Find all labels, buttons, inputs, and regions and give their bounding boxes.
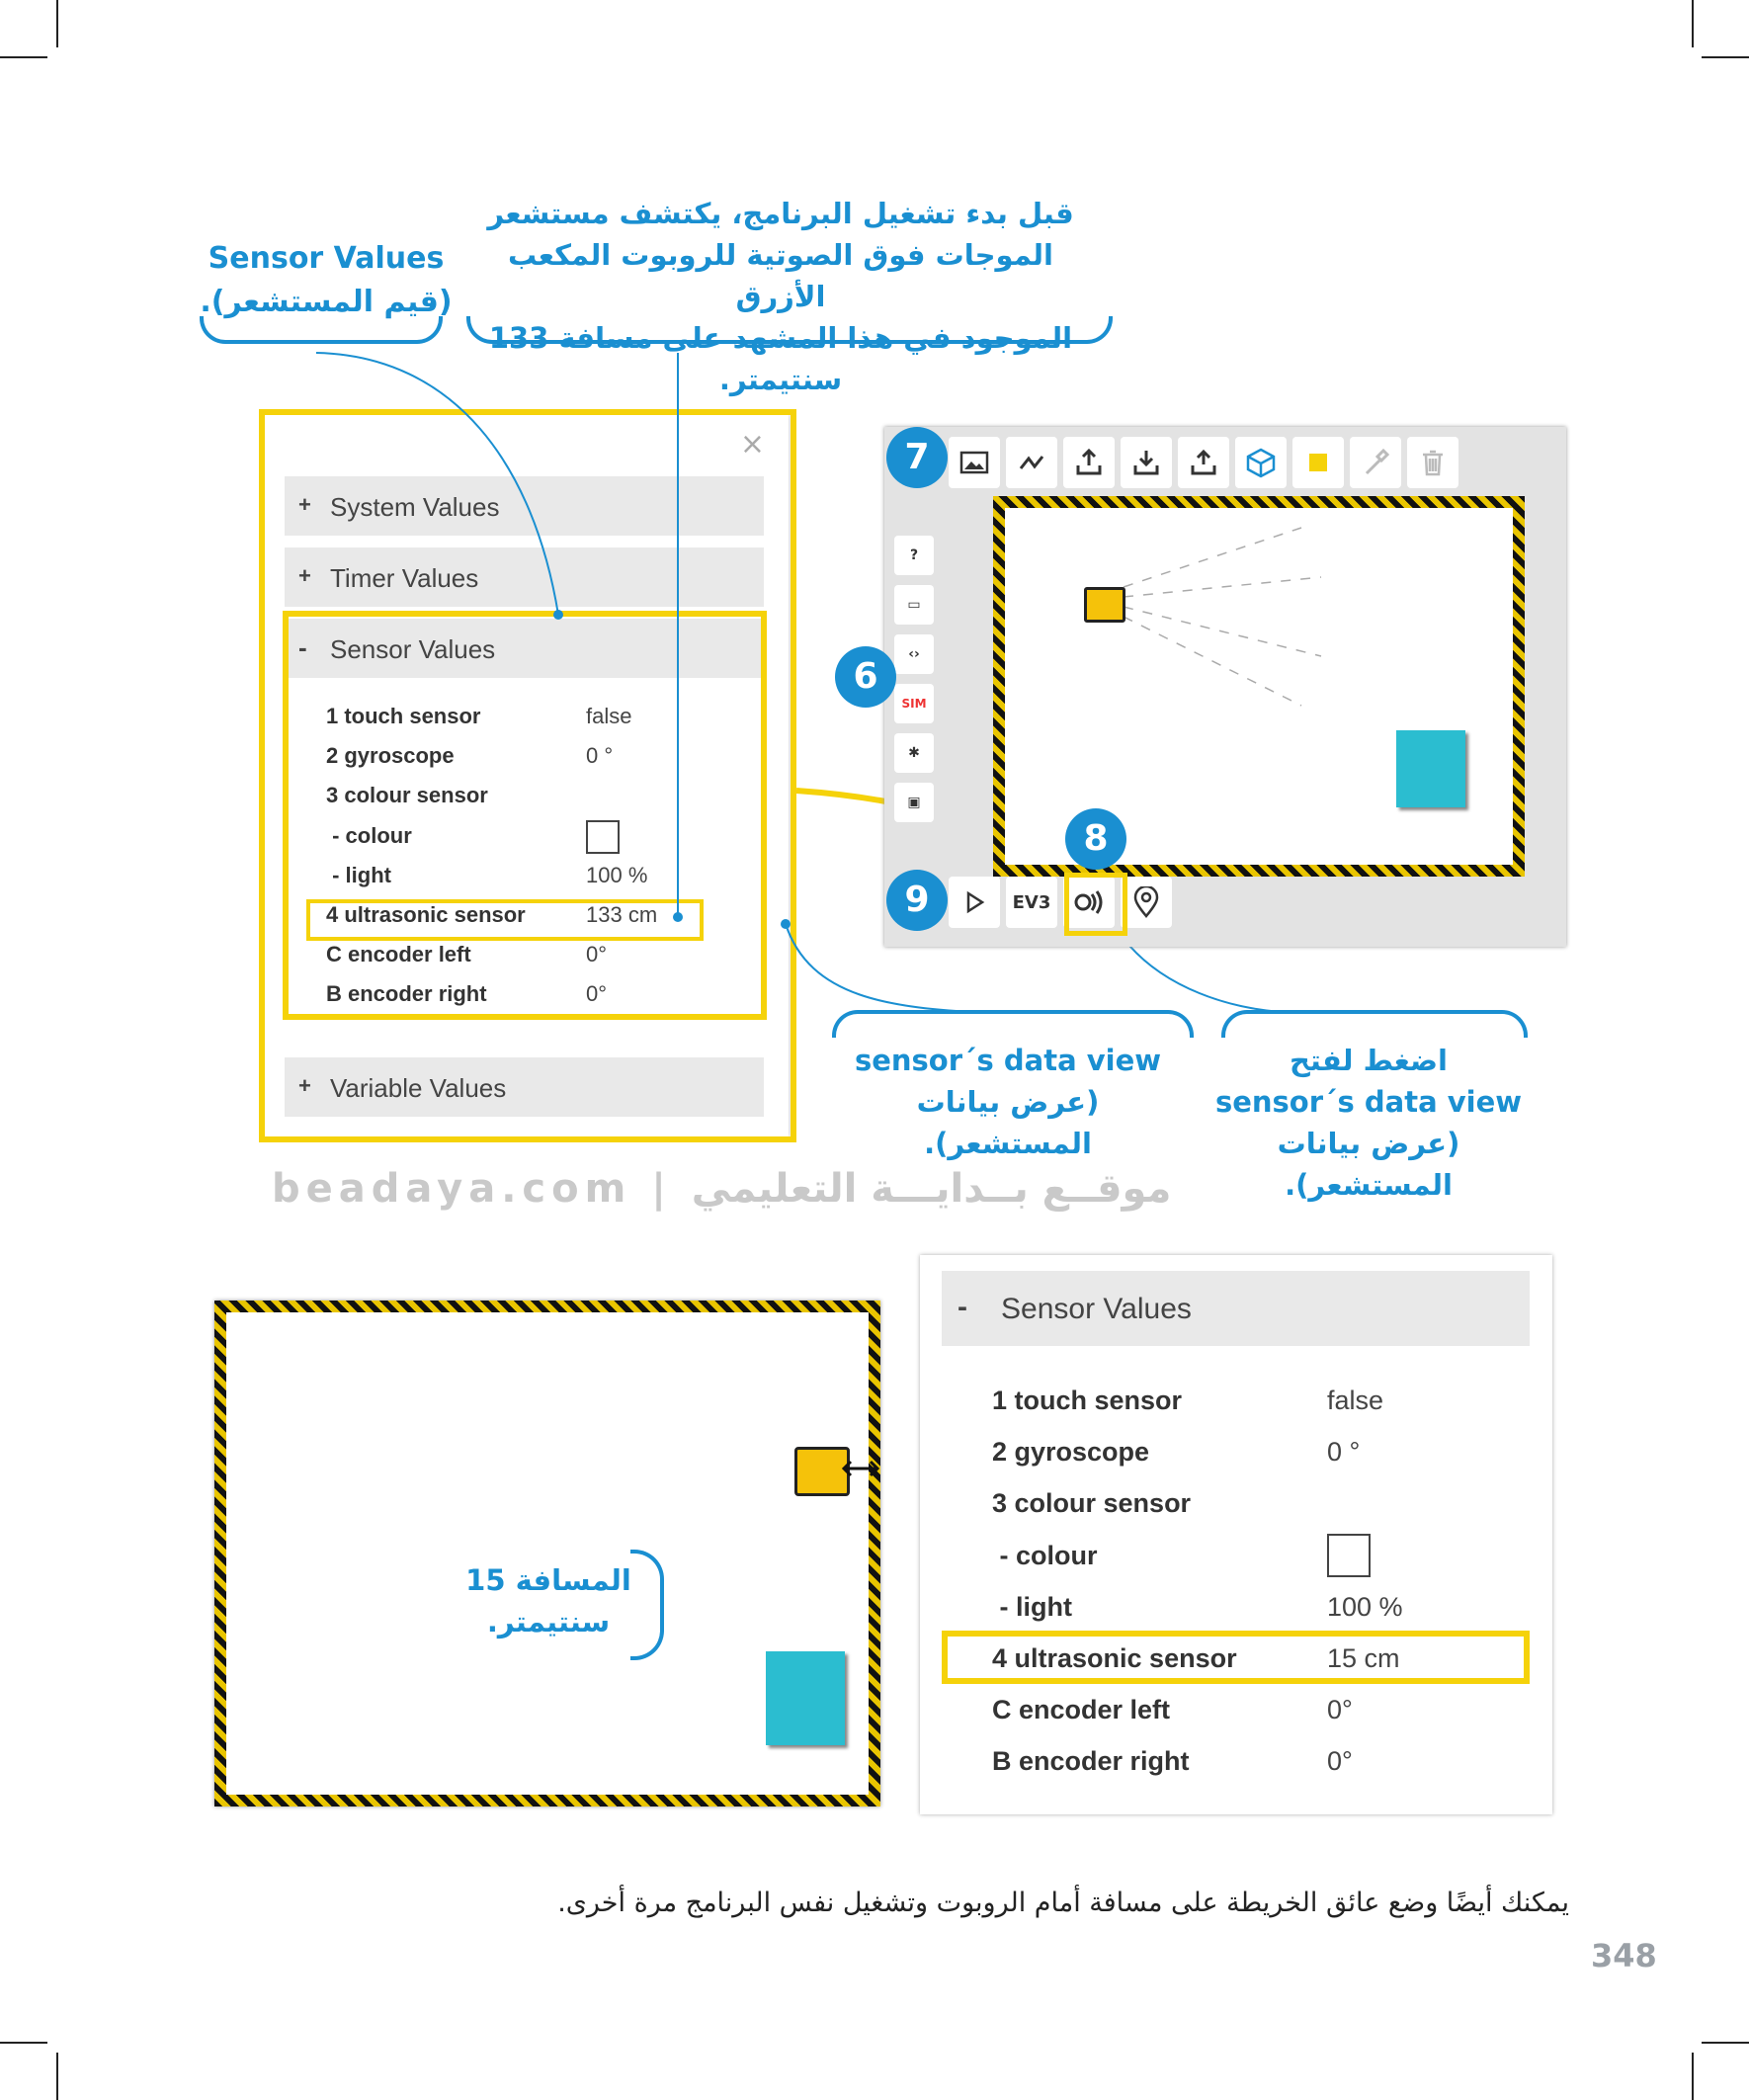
press-data-view-en: sensor´s data view	[1214, 1085, 1523, 1120]
sensor-button-highlight	[1064, 873, 1127, 936]
row-value: 133 cm	[586, 902, 658, 927]
row-label: - light	[992, 1592, 1072, 1622]
ultrasonic-highlight	[942, 1631, 1530, 1684]
upload-icon[interactable]	[1178, 437, 1229, 488]
row-value: 100 %	[586, 863, 648, 887]
row-label: 1 touch sensor	[992, 1386, 1183, 1415]
row-value: 0°	[586, 942, 608, 966]
callout-brace	[630, 1550, 664, 1660]
row-label: B encoder right	[992, 1746, 1190, 1776]
row-value: false	[1327, 1386, 1384, 1415]
badge-9: 9	[886, 870, 948, 931]
minus-icon: -	[298, 632, 307, 662]
plus-icon: +	[298, 492, 311, 517]
comment-icon[interactable]: ▭	[894, 585, 934, 625]
row-label: 4 ultrasonic sensor	[992, 1643, 1237, 1673]
toolbar	[949, 437, 1551, 488]
export-icon[interactable]	[1063, 437, 1115, 488]
row-label: C encoder left	[326, 942, 471, 966]
sim-icon[interactable]: SIM	[894, 684, 934, 723]
row-value: 100 %	[1327, 1592, 1403, 1622]
row-value: false	[586, 704, 632, 728]
code-icon[interactable]: ‹›	[894, 634, 934, 674]
robot-icon	[1084, 587, 1125, 623]
colour-swatch	[1327, 1534, 1371, 1577]
row-value: 0°	[1327, 1746, 1353, 1776]
data-view-en: sensor´s data view	[854, 1044, 1162, 1077]
distance-line1: المسافة 15	[465, 1563, 631, 1597]
data-view-callout	[830, 1040, 1186, 1164]
footer-paragraph: يمكنك أيضًا وضع عائق الخريطة على مسافة أمام الروبوت وتشغيل نفس البرنامج مرة أخرى.	[557, 1888, 1569, 1918]
row-label: 2 gyroscope	[326, 743, 455, 768]
watermark: beadaya.com | موقــع بــدايـــة التعليمي	[272, 1166, 1172, 1212]
row-value: 0 °	[586, 743, 614, 768]
badge-7: 7	[886, 427, 948, 488]
row-label: - colour	[992, 1541, 1098, 1570]
row-label: - colour	[326, 823, 412, 848]
yellow-square-icon[interactable]	[1292, 437, 1344, 488]
callout-brace	[1221, 1010, 1528, 1038]
accordion-sensor-values[interactable]	[942, 1271, 1530, 1346]
question-icon[interactable]: ?	[894, 536, 934, 575]
cube-icon[interactable]	[1235, 437, 1287, 488]
row-value: 15 cm	[1327, 1643, 1400, 1673]
plus-icon: +	[298, 1073, 311, 1098]
bug-icon[interactable]: ✱	[894, 733, 934, 773]
distance-arrow-icon	[841, 1459, 880, 1478]
before-run-line2: الموجات فوق الصوتية للروبوت المكعب الأزرق	[508, 238, 1053, 314]
row-label: 1 touch sensor	[326, 704, 481, 728]
image-icon[interactable]	[949, 437, 1000, 488]
camera-icon[interactable]: ▣	[894, 783, 934, 822]
distance-line2: سنتيمتر.	[486, 1605, 611, 1639]
row-label: C encoder left	[992, 1695, 1171, 1724]
play-icon[interactable]	[949, 877, 1000, 928]
simulation-window	[884, 427, 1566, 947]
badge-6: 6	[835, 646, 896, 708]
close-icon[interactable]: ×	[739, 427, 765, 462]
obstacle-cube	[766, 1651, 845, 1745]
side-panel	[894, 486, 939, 862]
press-open-callout	[1201, 1040, 1537, 1206]
before-run-line3: الموجود في هذا المشهد على مسافة 133 سنتيمتر.	[488, 321, 1073, 397]
row-label: B encoder right	[326, 981, 487, 1006]
press-data-view-ar: (عرض بيانات المستشعر).	[1277, 1127, 1460, 1203]
before-run-line1: قبل بدء تشغيل البرنامج، يكتشف مستشعر	[487, 197, 1074, 230]
accordion-label: Sensor Values	[330, 634, 496, 664]
link-icon[interactable]	[1006, 437, 1057, 488]
sensor-values-panel-zoom	[920, 1255, 1552, 1814]
obstacle-cube	[1396, 730, 1465, 807]
accordion-label: Timer Values	[330, 563, 479, 593]
trash-icon[interactable]	[1407, 437, 1458, 488]
row-label: 3 colour sensor	[992, 1488, 1192, 1518]
badge-8: 8	[1065, 808, 1126, 870]
row-label: 4 ultrasonic sensor	[326, 902, 526, 927]
download-icon[interactable]	[1121, 437, 1172, 488]
plus-icon: +	[298, 563, 311, 588]
accordion-label: Sensor Values	[1001, 1293, 1192, 1325]
pipette-icon[interactable]	[1350, 437, 1401, 488]
location-icon[interactable]	[1121, 877, 1172, 928]
row-value: 0°	[1327, 1695, 1353, 1724]
distance-callout	[464, 1559, 632, 1642]
accordion-label: System Values	[330, 492, 500, 522]
row-label: 2 gyroscope	[992, 1437, 1150, 1467]
page-number: 348	[1591, 1937, 1657, 1974]
data-view-ar: (عرض بيانات المستشعر).	[916, 1085, 1100, 1161]
row-label: 3 colour sensor	[326, 783, 488, 807]
row-label: - light	[326, 863, 391, 887]
sensor-values-en: Sensor Values	[208, 241, 445, 276]
callout-brace	[832, 1010, 1194, 1038]
row-value: 0 °	[1327, 1437, 1361, 1467]
row-value: 0°	[586, 981, 608, 1006]
sim-arena-zoom	[214, 1301, 880, 1806]
sensor-values-ar: (قيم المستشعر).	[200, 284, 453, 319]
minus-icon: -	[958, 1291, 967, 1323]
press-open: اضغط لفتح	[1290, 1044, 1448, 1077]
ev3-button[interactable]: EV3	[1006, 877, 1057, 928]
accordion-label: Variable Values	[330, 1073, 507, 1103]
